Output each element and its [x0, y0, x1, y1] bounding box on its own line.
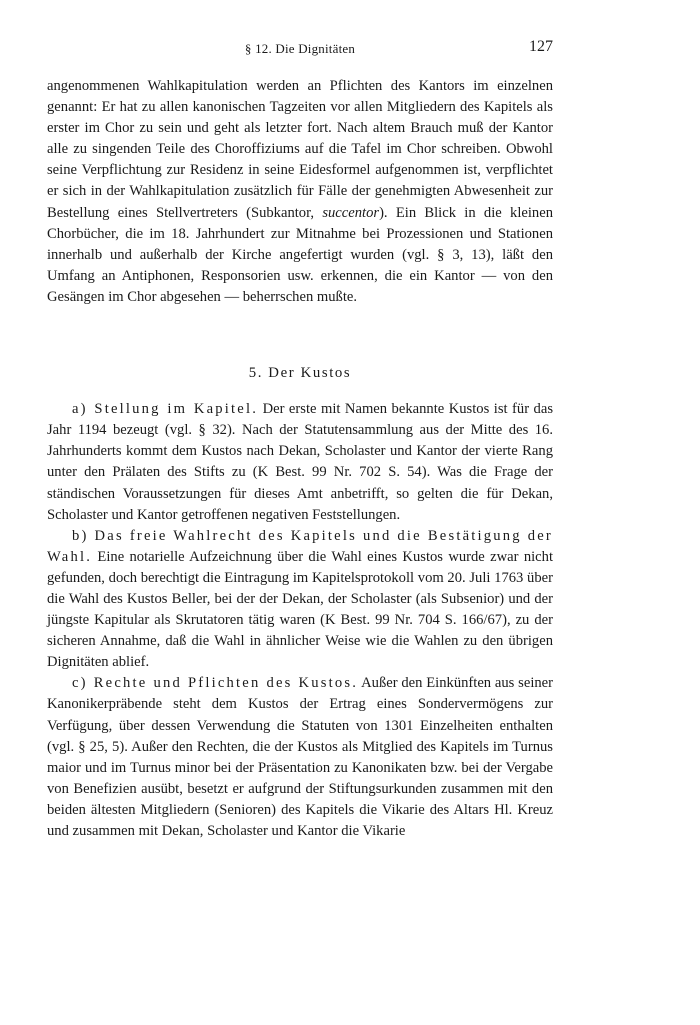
- paragraph-a-label: a) Stellung im Kapitel.: [72, 401, 259, 418]
- paragraph-c-text: Außer den Einkünften aus seiner Kanonikerpräbende steht dem Kustos der Ertrag eines Sondervermögens zur Verfügung, über dessen Verwendung die Statuten von 1301 Einzelheiten enthalten (vgl. § 25, 5). Außer den Rechten, die der Kustos als Mitglied des Kapitels im Turnus maior und im Turnus minor bei der Präsentation zu Kanonikaten bzw. bei der Vergabe von Benefizien ausübt, besetzt er aufgrund der Stiftungsurkunden zusammen mit den beiden ältesten Mitgliedern (Senioren) des Kapitels die Vikarie des Altars Hl. Kreuz und zusammen mit Dekan, Scholaster und Kantor die Vikarie: [47, 675, 554, 839]
- paragraph-c-label: c) Rechte und Pflichten des Kustos.: [72, 675, 359, 692]
- paragraph-b-label: b) Das freie Wahlrecht des Kapitels und die Bestätigung der Wahl.: [47, 527, 553, 565]
- paragraph-c: [47, 673, 553, 842]
- paragraph-b: [47, 526, 553, 674]
- intro-text-2: ). Ein Blick in die kleinen Chorbücher, die im 18. Jahrhundert zur Mitnahme bei Prozessionen und Stationen innerhalb und außerhalb der Kirche angefertigt wurden (vgl. § 3, 13), läßt den Umfang an Antiphonen, Responsorien usw. erkennen, die ein Kantor — von den Gesängen im Chor abgesehen — beherrschen mußte.: [47, 204, 553, 305]
- book-page: [47, 38, 553, 842]
- body-text: [47, 76, 553, 842]
- paragraph-b-text: Eine notarielle Aufzeichnung über die Wahl eines Kustos wurde zwar nicht gefunden, doch berechtigt die Eintragung im Kapitelsprotokoll vom 20. Juli 1763 über die Wahl des Kustos Beller, bei der der Dekan, der Scholaster (als Subsenior) und der jüngste Kapitular als Skrutatoren tätig waren (K Best. 99 Nr. 704 S. 166/67), zu der sicheren Annahme, daß die Wahl in ähnlicher Weise wie die Wahlen zu den übrigen Dignitäten ablief.: [47, 548, 553, 671]
- section-heading: 5. Der Kustos: [248, 365, 352, 382]
- running-head-title: § 12. Die Dignitäten: [244, 41, 356, 56]
- page-number: 127: [529, 38, 553, 55]
- intro-text-1: angenommenen Wahlkapitulation werden an Pflichten des Kantors im einzelnen genannt: Er hat zu allen kanonischen Tagzeiten vor allen Mitgliedern des Kapitels als erster im Chor zu sein und geht als letzter fort. Nach altem Brauch muß der Kantor alle zu singenden Teile des Choroffiziums auf die Tafel im Chor schreiben. Obwohl seine Verpflichtung zur Residenz in seine Eidesformel aufgenommen ist, verpflichtet er sich in der Wahlkapitulation zusätzlich für Fälle der genehmigten Abwesenheit zur Bestellung eines Stellvertreters (Subkantor,: [47, 78, 553, 221]
- intro-italic-term: succentor: [322, 204, 380, 221]
- running-head: [47, 38, 553, 62]
- paragraph-a: [47, 399, 553, 526]
- intro-paragraph: [47, 76, 553, 308]
- paragraph-a-text: Der erste mit Namen bekannte Kustos ist für das Jahr 1194 bezeugt (vgl. § 32). Nach der Statutensammlung aus der Mitte des 16. Jahrhunderts kommt dem Kustos nach Dekan, Scholaster und Kantor der vierte Rang unter den Prälaten des Stifts zu (K Best. 99 Nr. 702 S. 54). Was die Frage der ständischen Voraussetzungen für dieses Amt anbetrifft, so gelten die für Dekan, Scholaster und Kantor getroffenen negativen Feststellungen.: [47, 401, 554, 523]
